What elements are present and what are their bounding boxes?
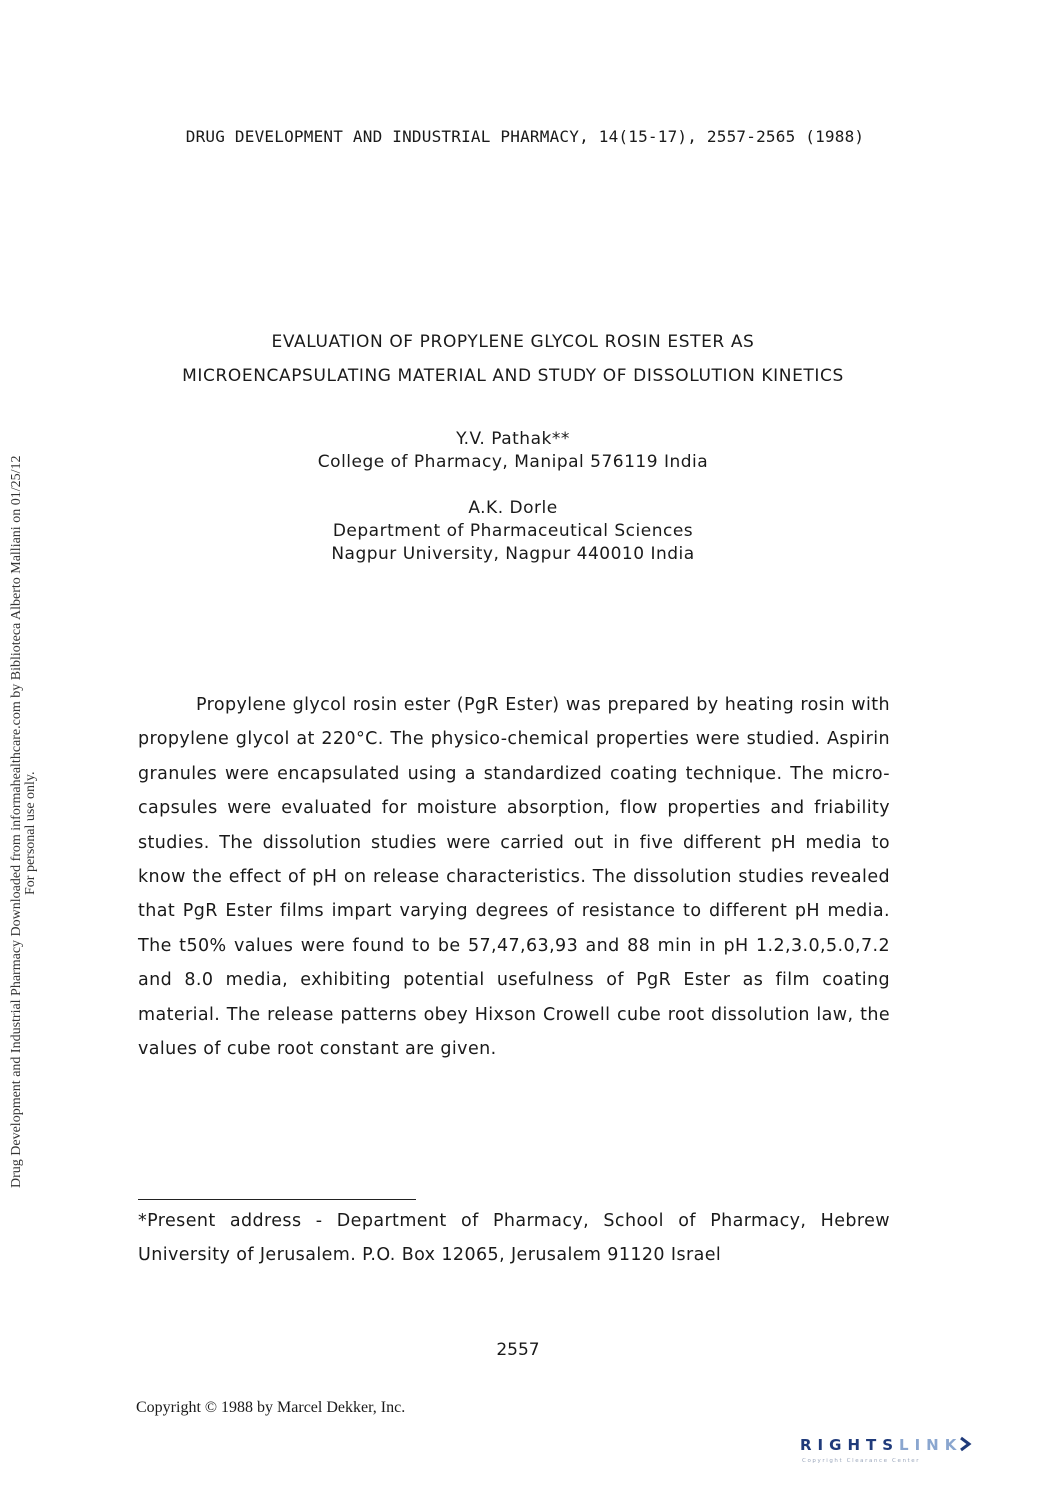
author-block-1 (0, 428, 1026, 474)
author-affiliation: College of Pharmacy, Manipal 576119 India (317, 452, 709, 472)
logo-tagline: Copyright Clearance Center (802, 1458, 921, 1464)
footnote-divider (138, 1199, 416, 1200)
paper-title (0, 325, 1026, 393)
copyright-notice: Copyright © 1988 by Marcel Dekker, Inc. (136, 1399, 406, 1416)
logo-chevron-icon (958, 1436, 974, 1452)
title-line-1: EVALUATION OF PROPYLENE GLYCOL ROSIN ESTER AS (271, 332, 755, 352)
author-name: A.K. Dorle (468, 498, 558, 518)
footnote: *Present address - Department of Pharmacy, School of Pharmacy, Hebrew University of Jerusalem. P.O. Box 12065, Jerusalem 91120 Israel (138, 1211, 890, 1266)
abstract-paragraph: Propylene glycol rosin ester (PgR Ester) was prepared by heating rosin with propylene glycol at 220°C. The physico-chemical properties were studied. Aspirin granules were encapsulated using a standardized coating technique. The micro-capsules were evaluated for moisture absorption, flow properties and friability studies. The dissolution studies were carried out in five different pH media to know the effect of pH on release characteristics. The dissolution studies revealed that PgR Ester films impart varying degrees of resistance to different pH media. The t50% values were found to be 57,47,63,93 and 88 min in pH 1.2,3.0,5.0,7.2 and 8.0 media, exhibiting potential usefulness of PgR Ester as film coating material. The release patterns obey Hixson Crowell cube root dissolution law, the values of cube root constant are given. (138, 695, 890, 1060)
watermark-line-1: Drug Development and Industrial Pharmacy Downloaded from informahealthcare.com by Biblioteca Alberto Malliani on 01/25/12 (9, 455, 24, 1188)
author-name: Y.V. Pathak** (456, 429, 570, 449)
download-watermark (0, 0, 44, 1500)
watermark-line-2: For personal use only. (23, 771, 38, 895)
logo-word-link: LINK (899, 1436, 963, 1454)
logo-word-rights: RIGHTS (800, 1436, 900, 1454)
author-affiliation: Department of Pharmaceutical Sciences (332, 521, 694, 541)
author-block-2 (0, 497, 1026, 566)
logo-wordmark (800, 1436, 974, 1454)
rightslink-logo[interactable] (800, 1436, 1030, 1476)
page-number: 2557 (496, 1340, 540, 1360)
journal-header: DRUG DEVELOPMENT AND INDUSTRIAL PHARMACY, 14(15-17), 2557-2565 (1988) (185, 127, 865, 146)
author-affiliation: Nagpur University, Nagpur 440010 India (331, 544, 695, 564)
title-line-2: MICROENCAPSULATING MATERIAL AND STUDY OF DISSOLUTION KINETICS (182, 366, 844, 386)
